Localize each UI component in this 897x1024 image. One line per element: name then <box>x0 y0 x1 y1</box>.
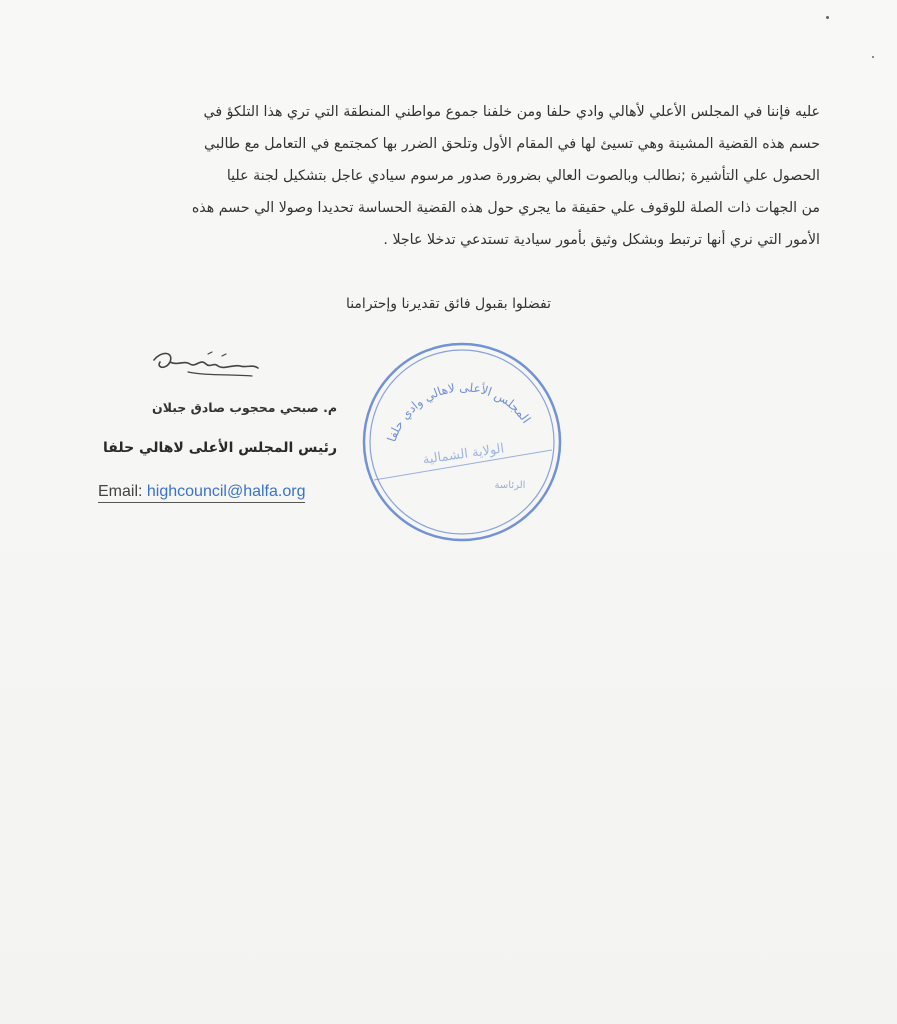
letter-body <box>92 96 820 256</box>
official-stamp <box>360 340 565 545</box>
email-link[interactable]: highcouncil@halfa.org <box>146 483 306 500</box>
scan-speck <box>826 16 829 19</box>
scan-speck <box>872 56 874 58</box>
email-label: Email: <box>98 483 143 500</box>
signatory-title: رئيس المجلس الأعلى لاهالي حلفا <box>103 440 337 456</box>
body-line: الحصول علي التأشيرة ;نطالب وبالصوت العالي بضرورة صدور مرسوم سيادي عاجل بتشكيل لجنة عليا <box>226 168 820 184</box>
body-line: الأمور التي نري أنها ترتبط وبشكل وثيق بأمور سيادية تستدعي تدخلا عاجلا . <box>383 232 820 248</box>
svg-text:المجلس الأعلى لاهالي وادي حلفا <box>385 380 534 443</box>
email-line <box>98 483 305 503</box>
stamp-center-text: الولاية الشمالية <box>421 441 506 468</box>
body-line: عليه فإننا في المجلس الأعلي لأهالي وادي حلفا ومن خلفنا جموع مواطني المنطقة التي تري هذا التلكؤ في <box>203 104 820 120</box>
signatory-name: م. صبحي محجوب صادق جبلان <box>152 400 337 415</box>
body-line: من الجهات ذات الصلة للوقوف علي حقيقة ما يجري حول هذه القضية الحساسة تحديدا وصولا الي حسم هذه <box>191 200 820 216</box>
closing-line: تفضلوا بقبول فائق تقديرنا وإحترامنا <box>345 296 551 312</box>
body-line: حسم هذه القضية المشينة وهي تسيئ لها في المقام الأول وتلحق الضرر بها كمجتمع في التعامل مع طالبي <box>204 136 820 152</box>
stamp-ring-text: المجلس الأعلى لاهالي وادي حلفا <box>384 380 534 444</box>
handwritten-signature <box>148 342 268 386</box>
stamp-bottom-text: الرئاسة <box>494 480 526 491</box>
